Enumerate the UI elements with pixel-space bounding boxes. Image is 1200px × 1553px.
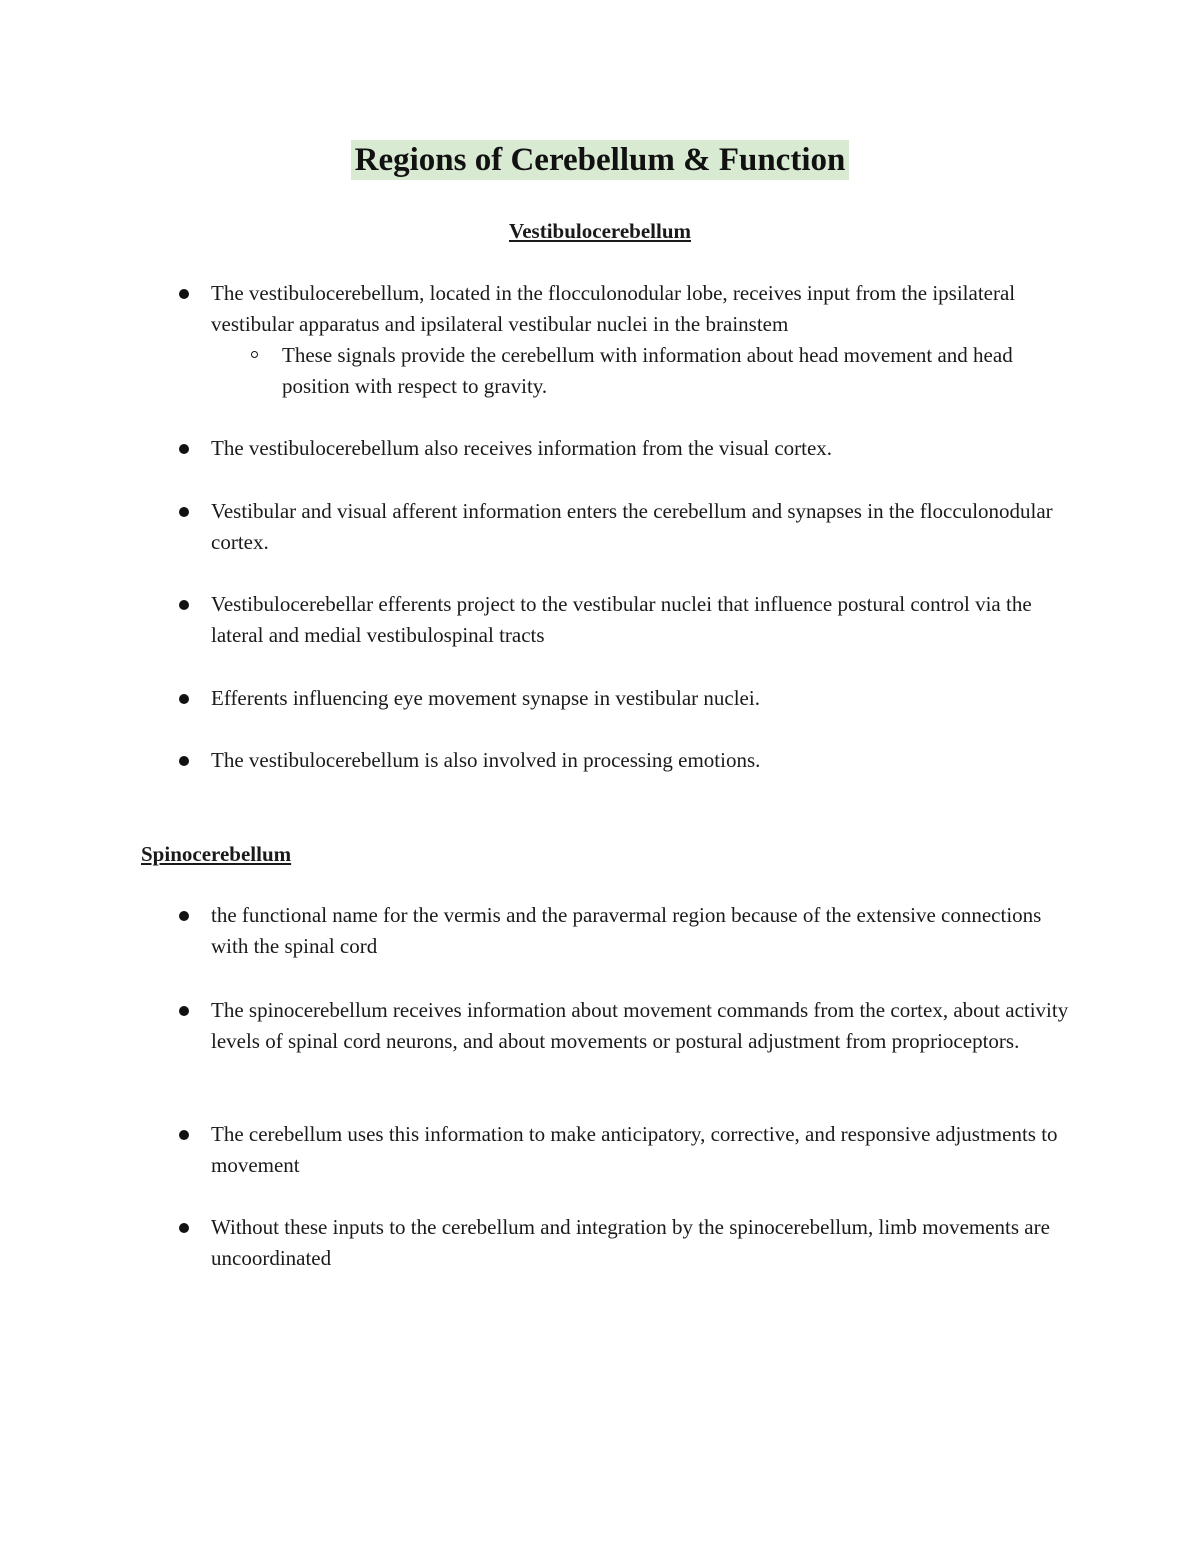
bullet-icon bbox=[179, 1223, 189, 1233]
title-wrapper bbox=[0, 140, 1200, 180]
bullet-icon bbox=[179, 756, 189, 766]
bullet-icon bbox=[179, 507, 189, 517]
list-item: The spinocerebellum receives information about movement commands from the cortex, about activity levels of spinal cord neurons, and about movements or postural adjustment from proprioceptors. bbox=[211, 998, 1069, 1053]
list-item: Efferents influencing eye movement synapse in vestibular nuclei. bbox=[211, 686, 760, 710]
page-title: Regions of Cerebellum & Function bbox=[351, 140, 850, 180]
heading-vestibulocerebellum: Vestibulocerebellum bbox=[509, 219, 691, 243]
bullet-icon bbox=[179, 600, 189, 610]
list-item: The vestibulocerebellum, located in the flocculonodular lobe, receives input from the ipsilateral vestibular apparatus and ipsilateral vestibular nuclei in the brainstem bbox=[211, 281, 1016, 336]
circle-bullet-icon bbox=[251, 351, 258, 358]
list-item: Vestibular and visual afferent information enters the cerebellum and synapses in the flocculonodular cortex. bbox=[211, 499, 1053, 554]
list-item: Vestibulocerebellar efferents project to the vestibular nuclei that influence postural control via the lateral and medial vestibulospinal tracts bbox=[211, 592, 1032, 647]
list-item: The cerebellum uses this information to make anticipatory, corrective, and responsive adjustments to movement bbox=[211, 1122, 1058, 1177]
bullet-icon bbox=[179, 1130, 189, 1140]
list-item: the functional name for the vermis and the paravermal region because of the extensive connections with the spinal cord bbox=[211, 903, 1042, 958]
list-item: The vestibulocerebellum also receives information from the visual cortex. bbox=[211, 436, 833, 460]
bullet-icon bbox=[179, 694, 189, 704]
list-item: The vestibulocerebellum is also involved in processing emotions. bbox=[211, 748, 761, 772]
sub-list-item: These signals provide the cerebellum with information about head movement and head position with respect to gravity. bbox=[282, 343, 1013, 398]
bullet-icon bbox=[179, 1006, 189, 1016]
bullet-icon bbox=[179, 444, 189, 454]
list-item: Without these inputs to the cerebellum and integration by the spinocerebellum, limb movements are uncoordinated bbox=[211, 1215, 1050, 1270]
heading-spinocerebellum: Spinocerebellum bbox=[141, 842, 292, 866]
bullet-icon bbox=[179, 911, 189, 921]
bullet-icon bbox=[179, 289, 189, 299]
